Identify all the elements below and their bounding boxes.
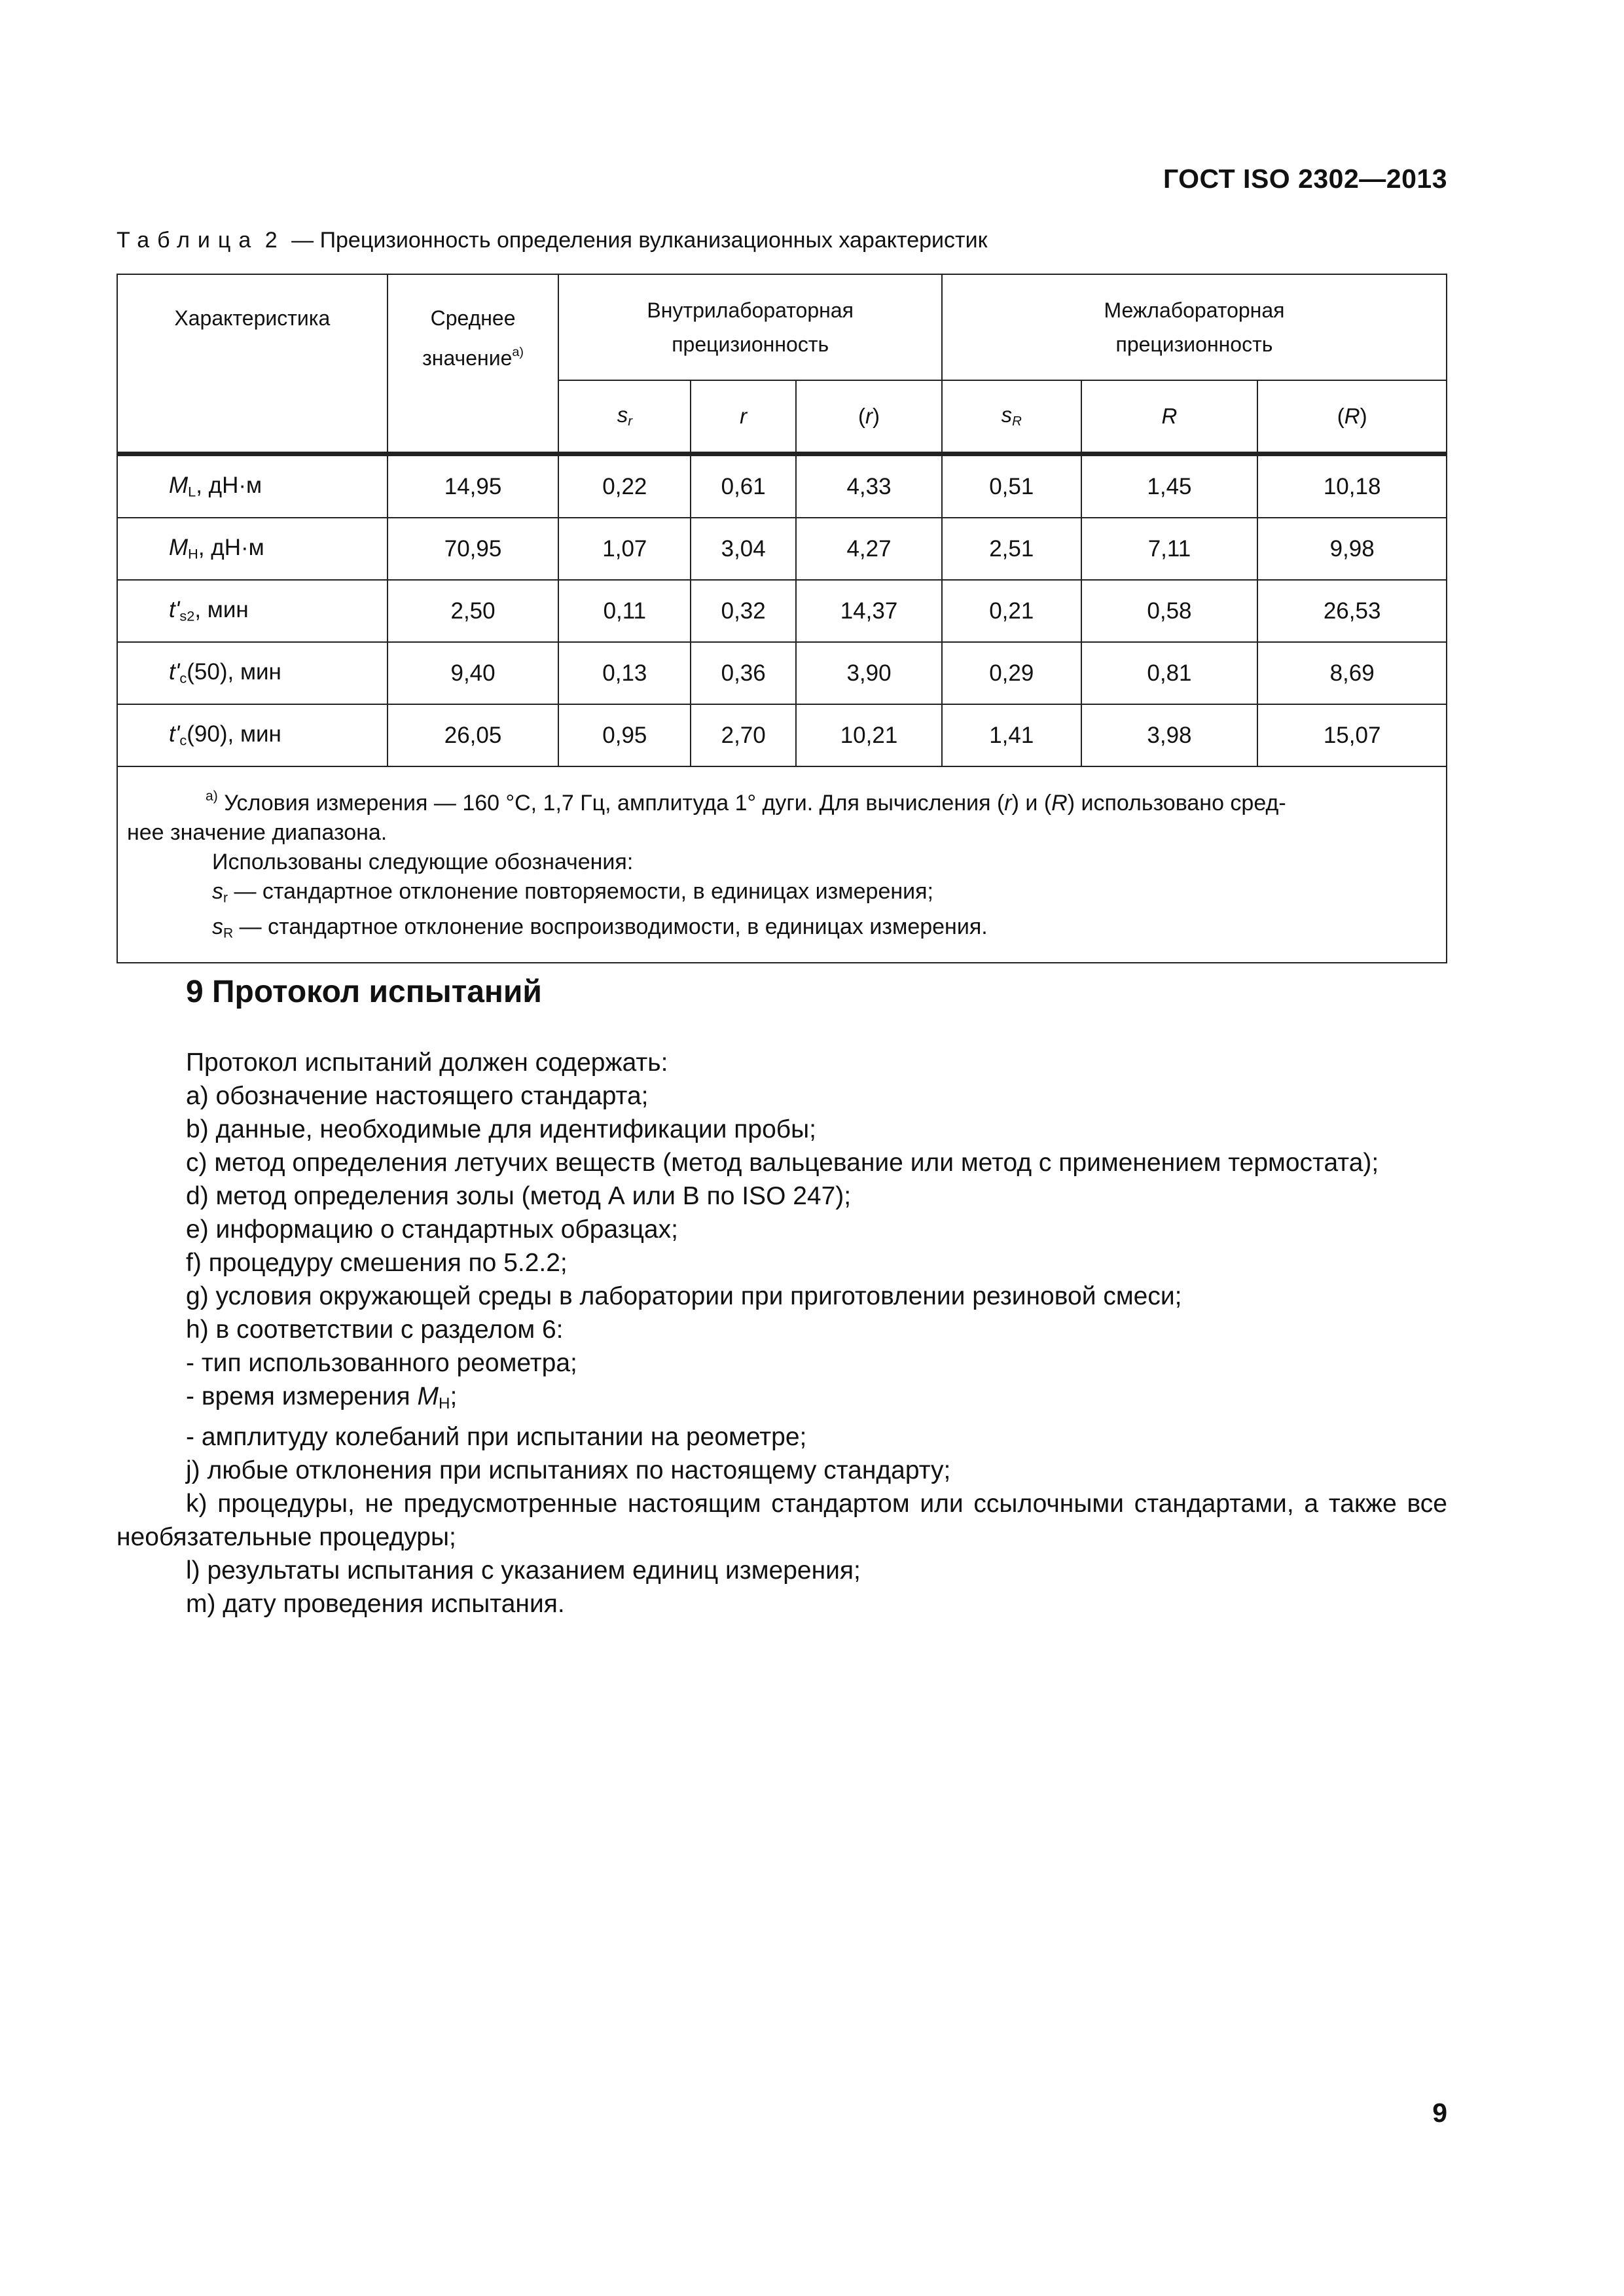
row-unit: (50), мин (187, 659, 281, 685)
note-line5-symbol: s (212, 914, 223, 940)
row-characteristic (117, 642, 388, 704)
cell-r: 0,36 (691, 642, 796, 704)
paragraph-text: j) любые отклонения при испытаниях по настоящему стандарту; (186, 1456, 951, 1485)
section-paragraph (117, 1113, 1447, 1146)
header-mean (388, 274, 559, 454)
mh-symbol-sub: H (439, 1395, 450, 1413)
section-paragraph (117, 1587, 1447, 1621)
row-characteristic (117, 454, 388, 518)
cell-R: 1,45 (1081, 454, 1258, 518)
section-paragraph (117, 1420, 1447, 1454)
row-symbol: M (169, 473, 189, 499)
table-row (117, 518, 1447, 580)
row-unit: , дН·м (196, 473, 262, 499)
table-caption (117, 228, 987, 253)
paragraph-text: l) результаты испытания с указанием единиц измерения; (186, 1556, 861, 1585)
section-paragraph (117, 1179, 1447, 1213)
table-row (117, 454, 1447, 518)
section-paragraph (117, 1079, 1447, 1113)
header-s-R-symbol: s (1001, 403, 1013, 427)
row-unit: (90), мин (187, 721, 281, 747)
row-unit: , мин (194, 597, 249, 623)
table-caption-text: — Прецизионность определения вулканизационных характеристик (291, 228, 988, 253)
note-line-4 (127, 877, 1437, 912)
section-paragraph (117, 1280, 1447, 1313)
header-intralab-line1: Внутрилабораторная (647, 298, 854, 322)
header-characteristic (117, 274, 388, 454)
paragraph-text: - амплитуду колебаний при испытании на реометре; (186, 1423, 807, 1452)
table-caption-word: Таблица (117, 228, 259, 253)
cell-sR: 0,29 (942, 642, 1081, 704)
row-symbol: t' (169, 721, 180, 747)
note-line-1 (127, 781, 1437, 818)
paragraph-text: c) метод определения летучих веществ (метод вальцевание или метод с применением термостата); (186, 1149, 1379, 1177)
note-line4-sub: r (223, 890, 228, 906)
row-symbol: M (169, 535, 189, 561)
section-paragraph (117, 1487, 1447, 1554)
cell-mean: 26,05 (388, 704, 559, 766)
row-symbol: t' (169, 597, 180, 623)
paragraph-text: - время измерения (186, 1382, 418, 1410)
paragraph-text: b) данные, необходимые для идентификации пробы; (186, 1115, 817, 1143)
cell-sR: 0,51 (942, 454, 1081, 518)
paragraph-text: f) процедуру смешения по 5.2.2; (186, 1249, 568, 1277)
section-paragraph (117, 1213, 1447, 1246)
header-mean-line1: Среднее (430, 306, 516, 330)
cell-sr: 0,95 (558, 704, 691, 766)
cell-r: 0,61 (691, 454, 796, 518)
row-symbol-sub: c (179, 670, 187, 687)
cell-R: 3,98 (1081, 704, 1258, 766)
header-r-paren: (r) (796, 380, 942, 454)
cell-R-pct: 26,53 (1257, 580, 1447, 642)
note-line1-R: R (1051, 790, 1068, 816)
paragraph-text: m) дату проведения испытания. (186, 1590, 565, 1619)
cell-R: 0,58 (1081, 580, 1258, 642)
row-symbol-sub: L (188, 483, 196, 500)
header-intralab (558, 274, 941, 380)
note-line1-part-a: Условия измерения — 160 °С, 1,7 Гц, амплитуда 1° дуги. Для вычисления ( (224, 790, 1005, 816)
cell-mean: 14,95 (388, 454, 559, 518)
header-s-R-sub: R (1012, 414, 1022, 429)
paragraph-text: g) условия окружающей среды в лаборатории при приготовлении резиновой смеси; (186, 1282, 1182, 1310)
mh-symbol: M (417, 1382, 439, 1410)
header-mean-line2: значение (422, 346, 513, 370)
header-r-symbol: r (740, 404, 748, 428)
cell-sR: 2,51 (942, 518, 1081, 580)
row-symbol: t' (169, 659, 180, 685)
header-s-R (942, 380, 1081, 454)
row-characteristic (117, 704, 388, 766)
section-paragraph (117, 1380, 1447, 1420)
note-line4-text: — стандартное отклонение повторяемости, в единицах измерения; (228, 878, 933, 904)
section-paragraph (117, 1454, 1447, 1487)
cell-sr: 1,07 (558, 518, 691, 580)
row-characteristic (117, 580, 388, 642)
note-line1-part-b: ) и ( (1011, 790, 1052, 816)
cell-R-pct: 15,07 (1257, 704, 1447, 766)
mh-tail: ; (450, 1382, 458, 1410)
cell-R: 0,81 (1081, 642, 1258, 704)
table-notes (117, 766, 1447, 963)
row-unit: , дН·м (198, 535, 264, 561)
cell-sr: 0,11 (558, 580, 691, 642)
cell-r-pct: 10,21 (796, 704, 942, 766)
cell-R-pct: 9,98 (1257, 518, 1447, 580)
note-line4-symbol: s (212, 878, 223, 904)
header-R-paren-symbol: R (1344, 404, 1360, 428)
header-s-r-symbol: s (617, 403, 628, 427)
cell-sr: 0,22 (558, 454, 691, 518)
row-characteristic (117, 518, 388, 580)
document-code: ГОСТ ISO 2302—2013 (1163, 164, 1447, 194)
cell-R-pct: 8,69 (1257, 642, 1447, 704)
cell-sR: 0,21 (942, 580, 1081, 642)
note-line-3: Использованы следующие обозначения: (212, 849, 634, 874)
cell-mean: 9,40 (388, 642, 559, 704)
paragraph-text: h) в соответствии с разделом 6: (186, 1316, 564, 1344)
header-R (1081, 380, 1258, 454)
header-r-paren-symbol: r (865, 404, 873, 428)
header-mean-note-mark: а) (512, 345, 524, 359)
cell-r-pct: 3,90 (796, 642, 942, 704)
cell-r: 3,04 (691, 518, 796, 580)
header-s-r (558, 380, 691, 454)
section-title: 9 Протокол испытаний (186, 975, 542, 1009)
section-paragraph (117, 1554, 1447, 1587)
note-line5-text: — стандартное отклонение воспроизводимости, в единицах измерения. (233, 914, 988, 940)
header-intralab-line2: прецизионность (672, 332, 829, 356)
paragraph-text: d) метод определения золы (метод А или В по ISO 247); (186, 1182, 852, 1210)
cell-mean: 2,50 (388, 580, 559, 642)
table-body (117, 454, 1447, 767)
row-symbol-sub: c (179, 732, 187, 749)
cell-r-pct: 4,33 (796, 454, 942, 518)
section-body (117, 1046, 1447, 1621)
page-number: 9 (1432, 2098, 1447, 2128)
row-symbol-sub: H (188, 545, 198, 562)
cell-R: 7,11 (1081, 518, 1258, 580)
precision-table (117, 274, 1447, 963)
header-characteristic-label: Характеристика (174, 306, 331, 330)
note-mark: а) (206, 789, 218, 804)
section-paragraph (117, 1346, 1447, 1380)
header-interlab-line1: Межлабораторная (1104, 298, 1285, 322)
header-R-symbol: R (1161, 404, 1178, 428)
note-line-2: нее значение диапазона. (127, 819, 388, 845)
note-line1-part-c: ) использовано сред- (1067, 790, 1286, 816)
section-paragraph (117, 1146, 1447, 1179)
note-line1-r: r (1004, 790, 1012, 816)
header-s-r-sub: r (628, 414, 632, 429)
cell-mean: 70,95 (388, 518, 559, 580)
header-r (691, 380, 796, 454)
header-interlab-line2: прецизионность (1115, 332, 1273, 356)
cell-sr: 0,13 (558, 642, 691, 704)
table-row (117, 642, 1447, 704)
paragraph-text: e) информацию о стандартных образцах; (186, 1215, 678, 1244)
paragraph-text: k) процедуры, не предусмотренные настоящим стандартом или ссылочными стандартами, а также все необязательные процедуры; (117, 1490, 1447, 1552)
cell-R-pct: 10,18 (1257, 454, 1447, 518)
note-line5-sub: R (223, 925, 234, 941)
section-paragraph (117, 1046, 1447, 1079)
cell-r-pct: 14,37 (796, 580, 942, 642)
cell-sR: 1,41 (942, 704, 1081, 766)
cell-r: 0,32 (691, 580, 796, 642)
section-paragraph (117, 1313, 1447, 1346)
section-paragraph (117, 1246, 1447, 1280)
paragraph-text: Протокол испытаний должен содержать: (186, 1049, 668, 1077)
paragraph-text: a) обозначение настоящего стандарта; (186, 1082, 649, 1110)
table-row (117, 580, 1447, 642)
cell-r-pct: 4,27 (796, 518, 942, 580)
row-symbol-sub: s2 (179, 607, 195, 624)
cell-r: 2,70 (691, 704, 796, 766)
header-R-paren: (R) (1257, 380, 1447, 454)
paragraph-text: - тип использованного реометра; (186, 1349, 577, 1377)
note-line-5 (127, 912, 1437, 948)
table-row (117, 704, 1447, 766)
table-caption-number: 2 (264, 228, 285, 253)
header-interlab (942, 274, 1447, 380)
